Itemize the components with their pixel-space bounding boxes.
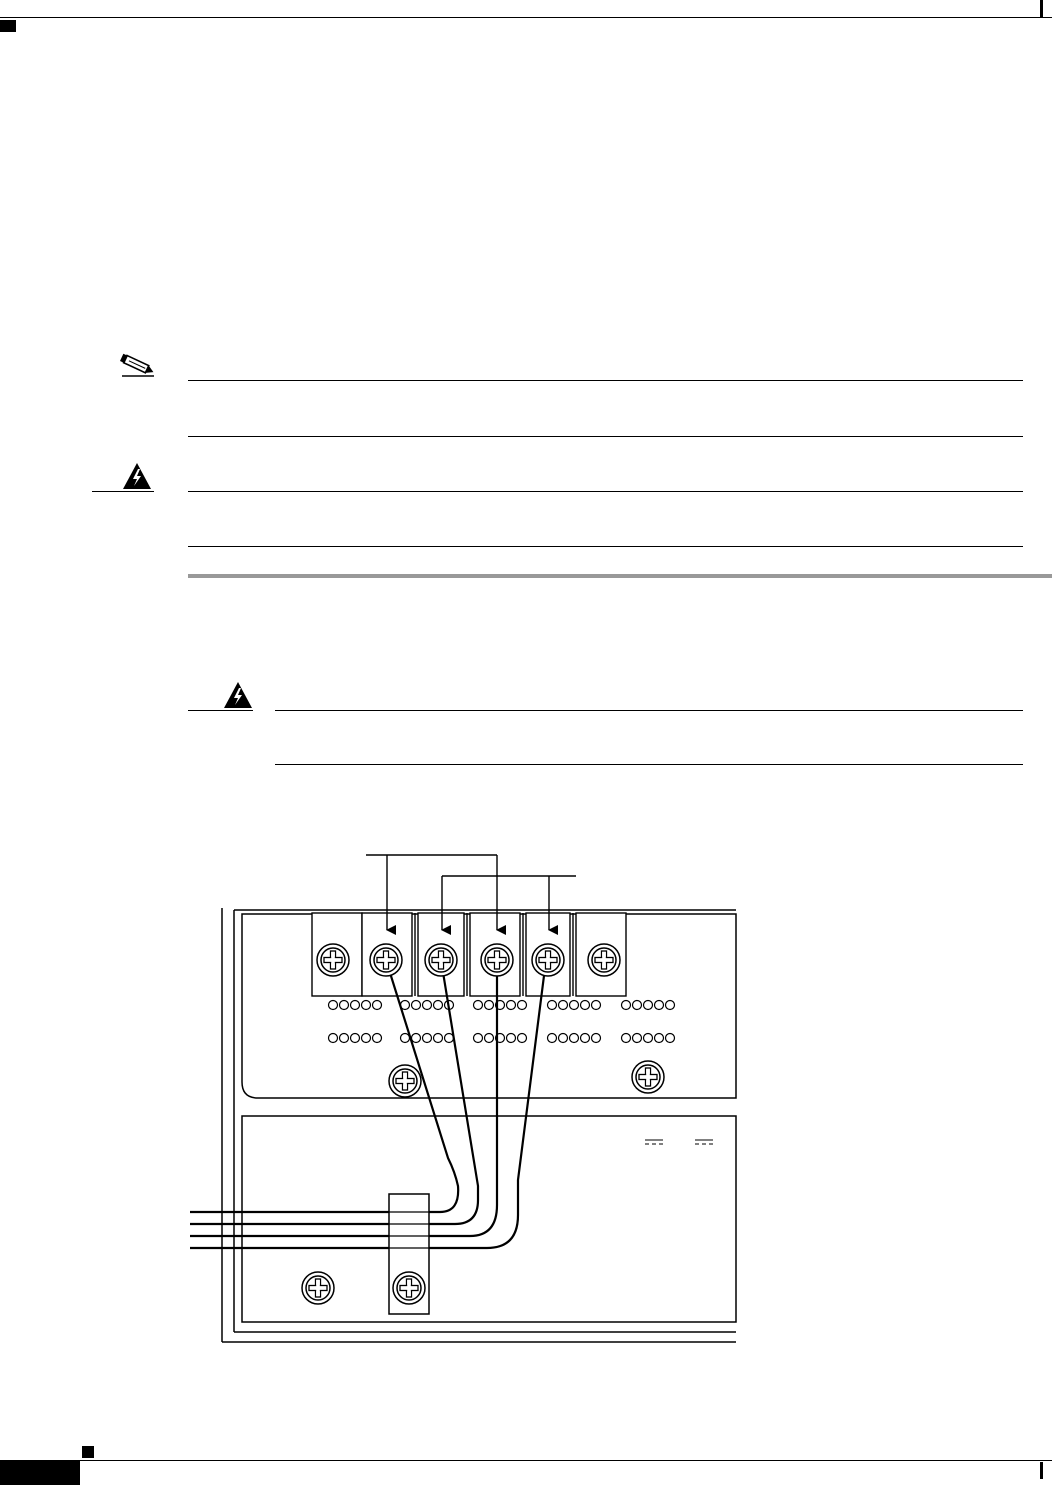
footer-marker xyxy=(82,1446,94,1458)
terminal-block xyxy=(312,913,626,996)
dc-symbol xyxy=(645,1140,713,1144)
footer-right-tick xyxy=(1040,1462,1043,1479)
cable-holes xyxy=(329,1001,675,1043)
footer-page-block xyxy=(0,1461,80,1485)
footer-rule xyxy=(0,1460,1052,1461)
